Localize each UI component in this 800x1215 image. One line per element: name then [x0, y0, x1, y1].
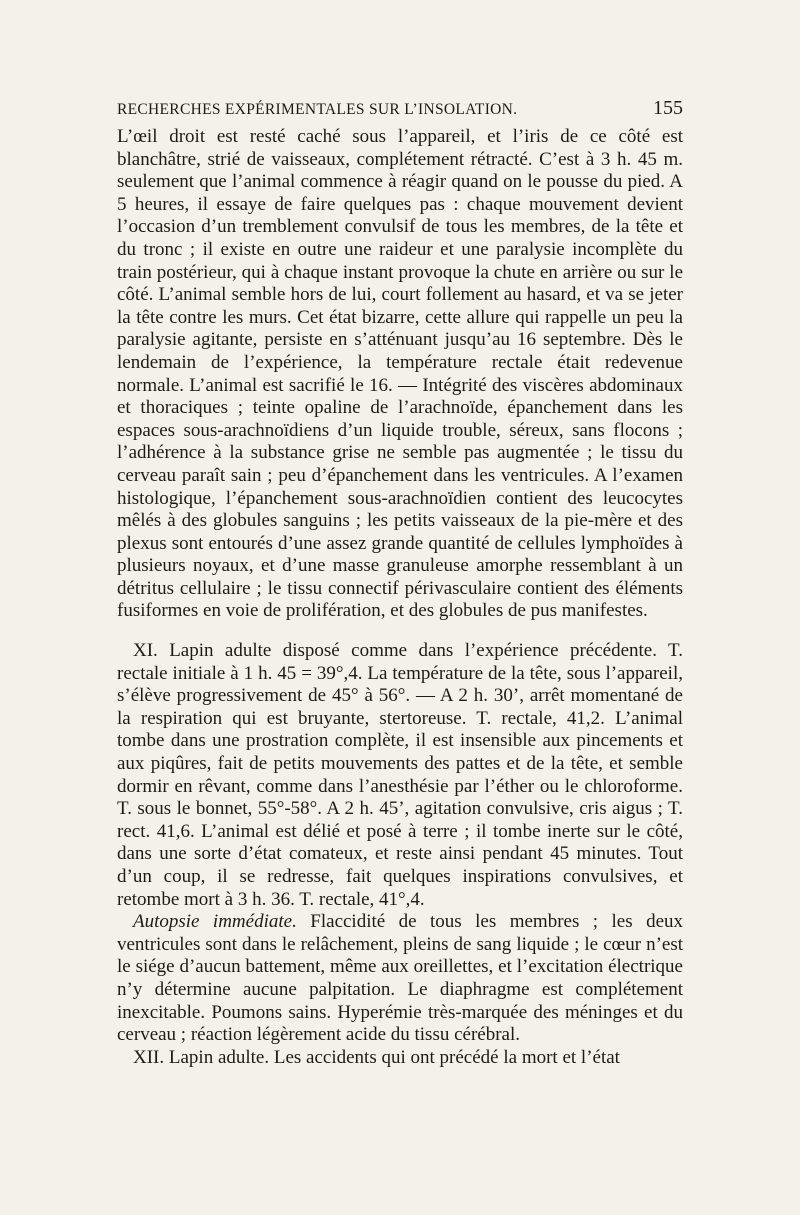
paragraph-autopsy: [117, 911, 683, 1047]
paragraph-observation-x-continued: L’œil droit est resté caché sous l’appareil, et l’iris de ce côté est blanchâtre, strié de vaisseaux, complétement rétracté. C’est à 3 h. 45 m. seulement que l’animal commence à réagir quand on le pousse du pied. A 5 heures, il essaye de faire quelques pas : chaque mouvement devient l’occasion d’un tremblement convulsif de tous les membres, de la tête et du tronc ; il existe en outre une raideur et une paralysie incomplète du train postérieur, qui à chaque instant provoque la chute en arrière ou sur le côté. L’animal semble hors de lui, court follement au hasard, et va se jeter la tête contre les murs. Cet état bizarre, cette allure qui rappelle un peu la paralysie agitante, persiste en s’atténuant jusqu’au 16 septembre. Dès le lendemain de l’expérience, la température rectale était redevenue normale. L’animal est sacrifié le 16. — Intégrité des viscères abdominaux et thoraciques ; teinte opaline de l’arachnoïde, épanchement dans les espaces sous-arachnoïdiens d’un liquide trouble, séreux, sans flocons ; l’adhérence à la substance grise ne semble pas augmentée ; le tissu du cerveau paraît sain ; peu d’épanchement dans les ventricules. A l’examen histologique, l’épanchement sous-arachnoïdien contient des leucocytes mêlés à des globules sanguins ; les petits vaisseaux de la pie-mère et des plexus sont entourés d’une assez grande quantité de cellules lymphoïdes à plusieurs noyaux, et d’une masse granuleuse amorphe ressemblant à un détritus cellulaire ; le tissu connectif périvasculaire contient des éléments fusiformes en voie de prolifération, et des globules de pus manifestes.: [117, 126, 683, 622]
page-body: [117, 126, 683, 1069]
running-head: RECHERCHES EXPÉRIMENTALES SUR L’INSOLATION.: [117, 101, 518, 118]
paragraph-experiment-xii: XII. Lapin adulte. Les accidents qui ont précédé la mort et l’état: [133, 1046, 620, 1068]
autopsy-text: Flaccidité de tous les membres ; les deux ventricules sont dans le relâchement, pleins de sang liquide ; le cœur n’est le siége d’aucun battement, même aux oreillettes, et l’excitation électrique n’y détermine aucune palpitation. Le diaphragme est complétement inexcitable. Poumons sains. Hyperémie très-marquée des méninges et du cerveau ; réaction légèrement acide du tissu cérébral.: [117, 911, 684, 1046]
autopsy-label: Autopsie immédiate.: [133, 911, 297, 933]
paragraph-experiment-xi: XI. Lapin adulte disposé comme dans l’expérience précédente. T. rectale initiale à 1 h. 45 = 39°,4. La température de la tête, sous l’appareil, s’élève progressivement de 45° à 56°. — A 2 h. 30’, arrêt momentané de la respiration qui est bruyante, stertoreuse. T. rectale, 41,2. L’animal tombe dans une prostration complète, il est insensible aux pincements et aux piqûres, fait de petits mouvements des pattes et de la tête, et semble dormir en rêvant, comme dans l’anesthésie par l’éther ou le chloroforme. T. sous le bonnet, 55°-58°. A 2 h. 45’, agitation convulsive, cris aigus ; T. rect. 41,6. L’animal est délié et posé à terre ; il tombe inerte sur le côté, dans une sorte d’état comateux, et reste ainsi pendant 45 minutes. Tout d’un coup, il se redresse, fait quelques inspirations convulsives, et retombe mort à 3 h. 36. T. rectale, 41°,4.: [117, 640, 683, 910]
page-header: [117, 97, 683, 120]
page-number: 155: [653, 97, 683, 119]
